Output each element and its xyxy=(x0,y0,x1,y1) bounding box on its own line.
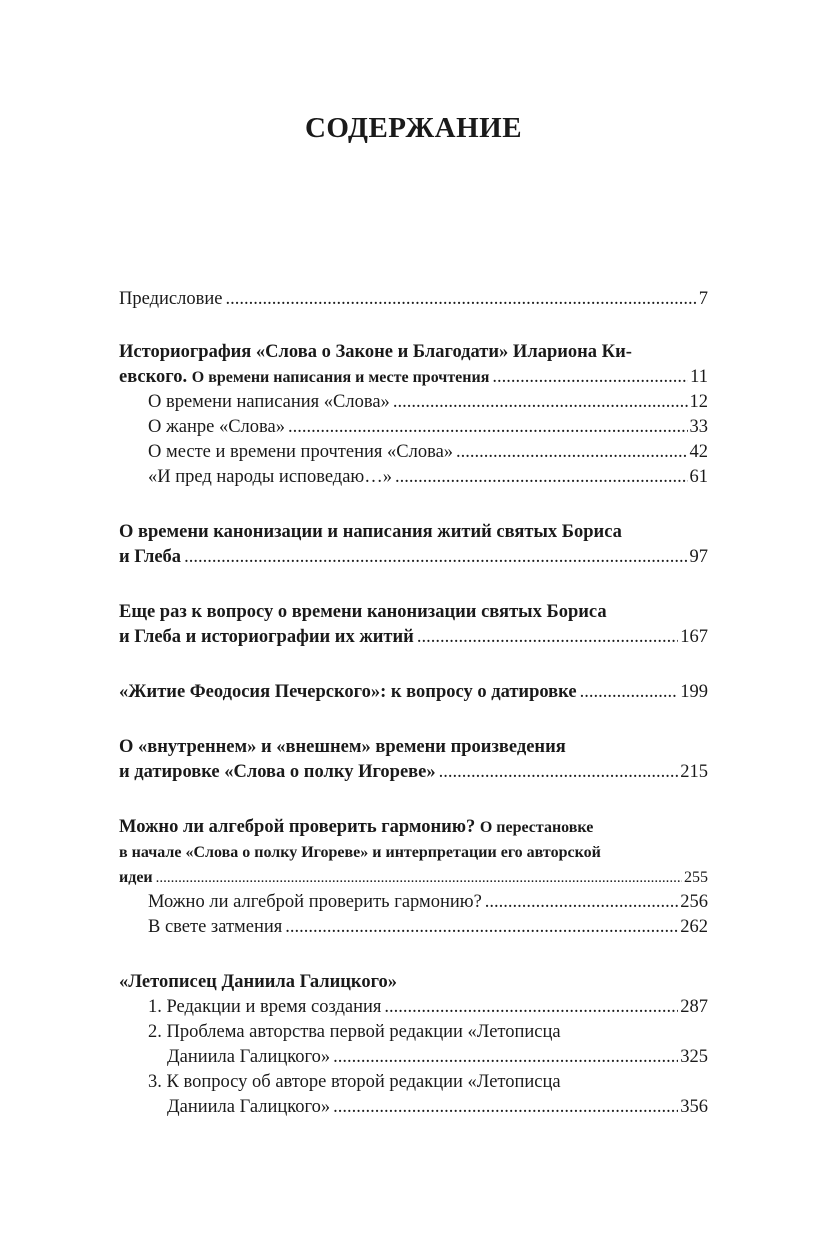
toc-page-number: 356 xyxy=(680,1097,708,1117)
toc-page-number: 199 xyxy=(680,682,708,702)
toc-subentry[interactable] xyxy=(119,1045,708,1070)
toc-entry-label: О времени написания «Слова» xyxy=(148,392,390,412)
toc-subentry[interactable] xyxy=(119,390,708,415)
toc-entry-label: Даниила Галицкого» xyxy=(167,1097,331,1117)
toc-heading-line: Историография «Слова о Законе и Благодати» Илариона Ки- xyxy=(119,342,632,362)
page-title: СОДЕРЖАНИЕ xyxy=(304,112,523,144)
toc-page-number: 215 xyxy=(680,762,708,782)
toc-entry-label: 3. К вопросу об авторе второй редакции «Летописца xyxy=(148,1072,561,1092)
dot-leader xyxy=(156,866,682,891)
dot-leader xyxy=(333,1095,678,1120)
toc-heading-line: и Глеба xyxy=(119,547,182,567)
toc-heading-line: Можно ли алгеброй проверить гармонию? xyxy=(119,817,476,837)
toc-page-number: 256 xyxy=(680,892,708,912)
toc-subentry[interactable] xyxy=(119,890,708,915)
toc-entry-label: Предисловие xyxy=(119,289,223,309)
toc-entry-label: 2. Проблема авторства первой редакции «Летописца xyxy=(148,1022,561,1042)
toc-page-number: 11 xyxy=(690,367,708,387)
toc-section-2[interactable] xyxy=(119,520,708,570)
toc-page-number: 325 xyxy=(680,1047,708,1067)
dot-leader xyxy=(384,995,678,1020)
toc-entry-label: «И пред народы исповедаю…» xyxy=(148,467,392,487)
toc-page-number: 33 xyxy=(689,417,708,437)
toc-heading-line: Еще раз к вопросу о времени канонизации святых Бориса xyxy=(119,602,607,622)
toc-section-7[interactable] xyxy=(119,970,708,1120)
toc-heading-line: «Летописец Даниила Галицкого» xyxy=(119,972,398,992)
toc-page-number: 7 xyxy=(698,289,708,309)
toc-subentry[interactable] xyxy=(119,440,708,465)
toc-entry-preface[interactable] xyxy=(119,287,708,312)
toc-subtitle: О перестановке xyxy=(479,819,594,836)
toc-page-number: 287 xyxy=(680,997,708,1017)
toc-heading-line: О времени канонизации и написания житий святых Бориса xyxy=(119,522,622,542)
dot-leader xyxy=(417,625,678,650)
toc-heading-line: и Глеба и историографии их житий xyxy=(119,627,414,647)
toc-heading-line: «Житие Феодосия Печерского»: к вопросу о датировке xyxy=(119,682,577,702)
toc-entry-label: О жанре «Слова» xyxy=(148,417,285,437)
toc-subentry[interactable] xyxy=(119,415,708,440)
toc-section-5[interactable] xyxy=(119,735,708,785)
toc-heading-line: евского. xyxy=(119,367,188,387)
toc-entry-label: О месте и времени прочтения «Слова» xyxy=(148,442,454,462)
toc-entry-label: 1. Редакции и время создания xyxy=(148,997,382,1017)
dot-leader xyxy=(184,545,687,570)
toc-page-number: 262 xyxy=(680,917,708,937)
table-of-contents xyxy=(119,287,708,1120)
dot-leader xyxy=(395,465,688,490)
toc-section-6[interactable] xyxy=(119,815,708,940)
toc-heading-line: О «внутреннем» и «внешнем» времени произведения xyxy=(119,737,566,757)
dot-leader xyxy=(485,890,678,915)
toc-page-number: 12 xyxy=(689,392,708,412)
toc-page-number: 42 xyxy=(689,442,708,462)
toc-section-4[interactable] xyxy=(119,680,708,705)
dot-leader xyxy=(580,680,679,705)
toc-entry-label: В свете затмения xyxy=(148,917,283,937)
toc-entry-label: Можно ли алгеброй проверить гармонию? xyxy=(148,892,482,912)
toc-page-number: 167 xyxy=(680,627,708,647)
toc-subentry[interactable] xyxy=(119,995,708,1020)
toc-page-number: 61 xyxy=(689,467,708,487)
dot-leader xyxy=(393,390,688,415)
toc-subentry[interactable] xyxy=(119,915,708,940)
toc-subentry[interactable] xyxy=(119,465,708,490)
dot-leader xyxy=(288,415,688,440)
toc-subtitle: О времени написания и месте прочтения xyxy=(191,369,490,386)
toc-heading-line: и датировке «Слова о полку Игореве» xyxy=(119,762,436,782)
dot-leader xyxy=(492,365,688,390)
dot-leader xyxy=(456,440,687,465)
toc-page-number: 97 xyxy=(689,547,708,567)
dot-leader xyxy=(225,287,696,312)
toc-entry-label: Даниила Галицкого» xyxy=(167,1047,331,1067)
toc-subtitle: в начале «Слова о полку Игореве» и интерпретации его авторской xyxy=(119,844,601,861)
toc-subtitle: идеи xyxy=(119,869,153,886)
toc-page-number: 255 xyxy=(684,869,708,886)
toc-section-3[interactable] xyxy=(119,600,708,650)
dot-leader xyxy=(333,1045,678,1070)
dot-leader xyxy=(439,760,679,785)
toc-section-1[interactable] xyxy=(119,340,708,490)
dot-leader xyxy=(285,915,678,940)
toc-subentry[interactable] xyxy=(119,1095,708,1120)
